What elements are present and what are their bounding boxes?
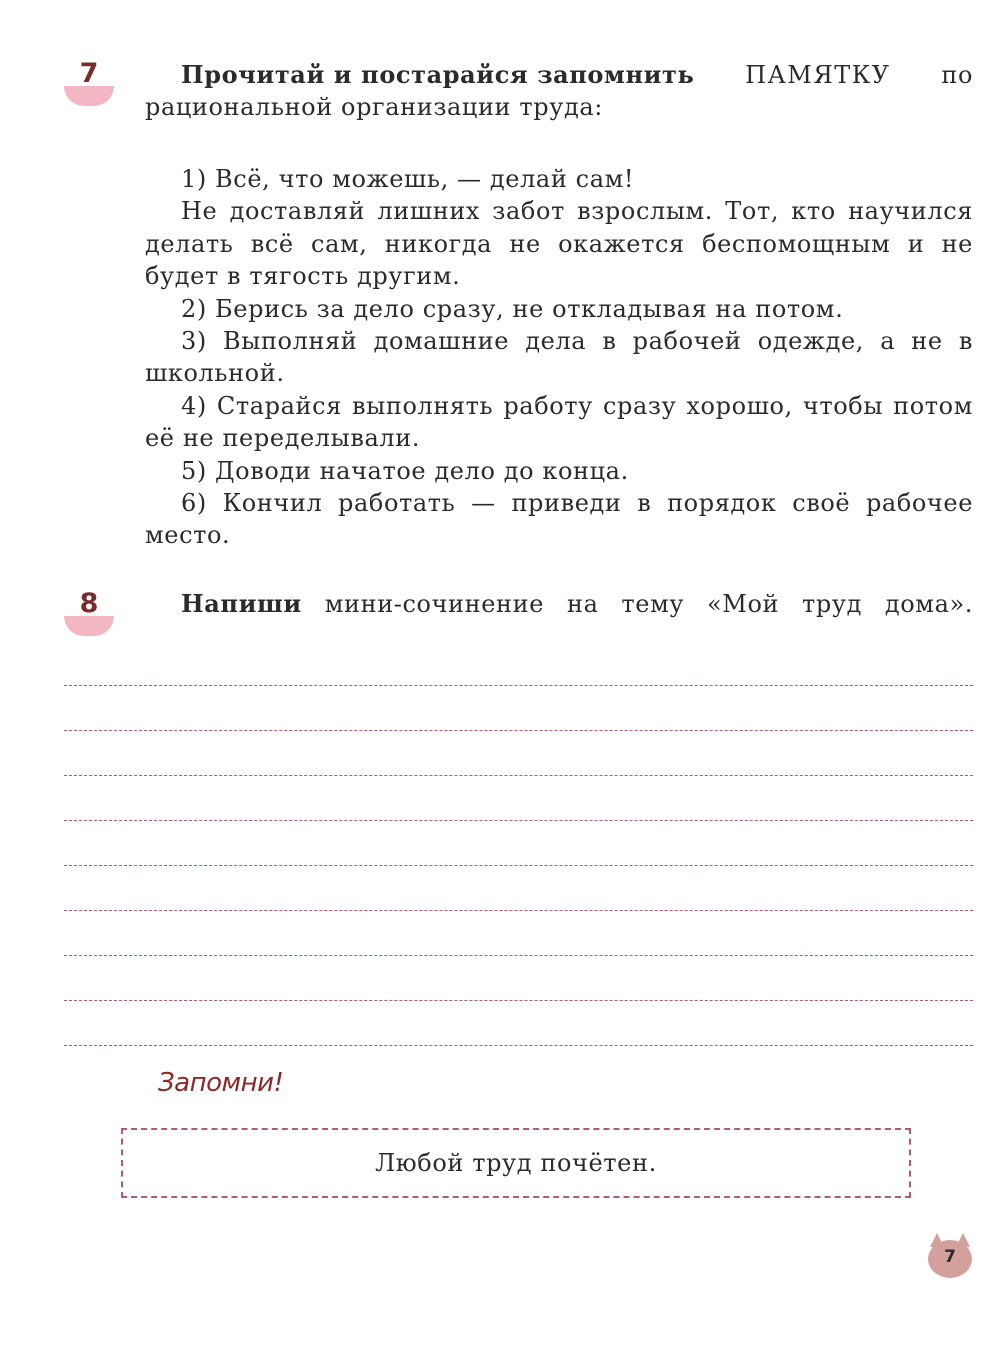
memo-rule: Не доставляй лишних забот взрослым. Тот, кто научился делать всё сам, никогда не окажется беспомощным и не будет в тягость другим. [145, 197, 973, 291]
memo-rule: 4) Старайся выполнять работу сразу хорошо, чтобы потом её не переделывали. [145, 391, 973, 453]
task-7-number: 7 [79, 58, 99, 89]
task-7-badge [64, 58, 114, 110]
memo-rules [145, 163, 973, 552]
task-8-prompt-bold: Напиши [181, 589, 302, 618]
writing-line[interactable] [64, 685, 973, 686]
task-7-intro-rest: по рациональной организации труда: [145, 61, 974, 122]
page-number: 7 [944, 1247, 956, 1267]
writing-line[interactable] [64, 820, 973, 821]
task-7-intro-caps: ПАМЯТКУ [745, 61, 891, 89]
writing-line[interactable] [64, 955, 973, 956]
writing-line[interactable] [64, 865, 973, 866]
memo-rule: 5) Доводи начатое дело до конца. [181, 456, 629, 485]
memo-rule: 1) Всё, что можешь, — делай сам! [181, 165, 635, 193]
memo-rule: 6) Кончил работать — приведи в порядок своё рабочее место. [145, 489, 973, 550]
writing-line[interactable] [64, 730, 973, 731]
task-8-prompt [145, 588, 973, 620]
task-7-intro-bold: Прочитай и постарайся запомнить [181, 60, 695, 89]
badge-blob [64, 616, 114, 636]
page-number-badge [926, 1233, 974, 1279]
memo-rule: 2) Берись за дело сразу, не откладывая на потом. [181, 294, 844, 323]
task-7-intro [145, 59, 973, 124]
writing-line[interactable] [64, 1045, 973, 1046]
memo-rule: 3) Выполняй домашние дела в рабочей одежде, а не в школьной. [145, 327, 973, 388]
task-8-number: 8 [79, 588, 99, 619]
writing-line[interactable] [64, 775, 973, 776]
writing-line[interactable] [64, 910, 973, 911]
remember-rule-text: Любой труд почётен. [375, 1149, 657, 1177]
writing-line[interactable] [64, 1000, 973, 1001]
task-8-prompt-rest: мини-сочинение на тему «Мой труд дома». [324, 590, 974, 618]
task-8-badge [64, 588, 114, 640]
remember-rule-box [121, 1128, 911, 1198]
badge-blob [64, 86, 114, 106]
remember-title: Запомни! [158, 1068, 284, 1098]
